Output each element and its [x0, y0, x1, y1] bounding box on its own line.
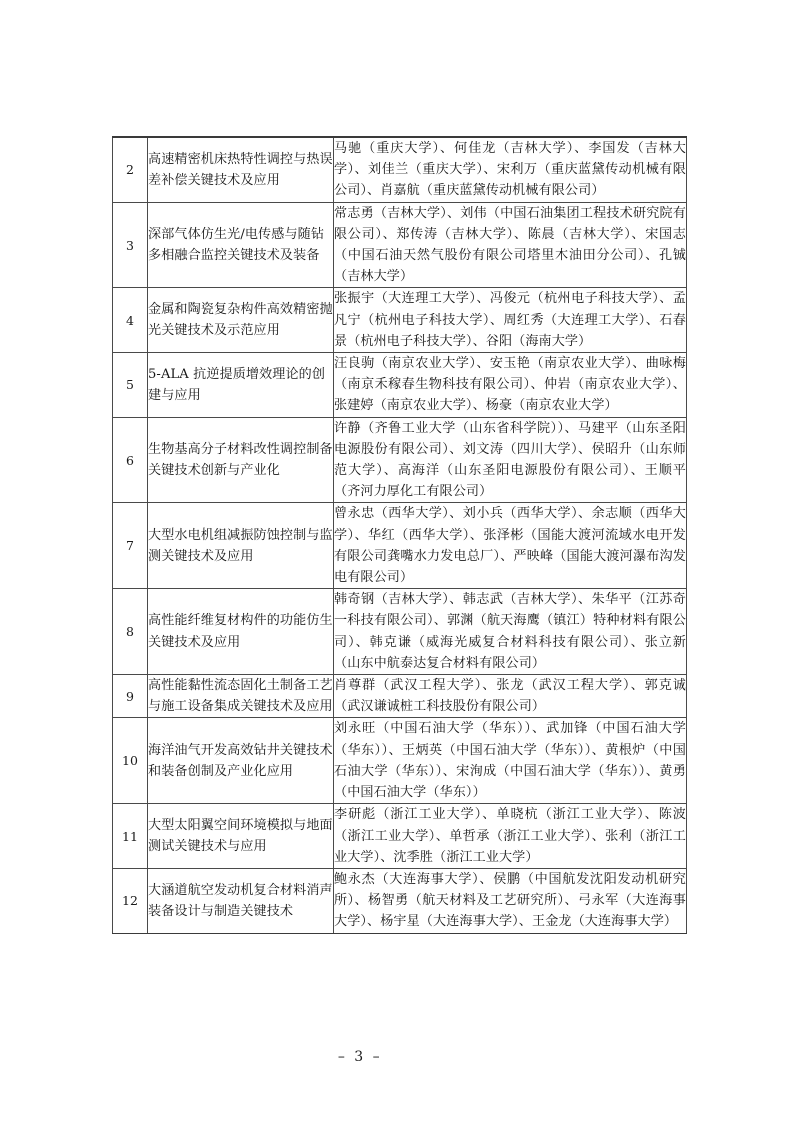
- project-contributors-cell: 鲍永杰（大连海事大学）、侯鹏（中国航发沈阳发动机研究所）、杨智勇（航天材料及工艺研究所）、弓永军（大连海事大学）、杨宇星（大连海事大学）、王金龙（大连海事大学）: [334, 868, 687, 933]
- row-number-cell: 4: [113, 288, 148, 353]
- page-footer: [0, 1046, 800, 1065]
- table-body: [113, 137, 687, 933]
- project-title-cell: 5-ALA 抗逆提质增效理论的创建与应用: [148, 353, 334, 418]
- project-title-cell: 高速精密机床热特性调控与热误差补偿关键技术及应用: [148, 137, 334, 202]
- project-title-cell: 高性能纤维复材构件的功能仿生关键技术及应用: [148, 589, 334, 675]
- table-row: [113, 137, 687, 202]
- row-number-cell: 9: [113, 675, 148, 718]
- project-title-cell: 大型水电机组减振防蚀控制与监测关键技术及应用: [148, 503, 334, 589]
- project-title-cell: 大涵道航空发动机复合材料消声装备设计与制造关键技术: [148, 868, 334, 933]
- table-row: [113, 804, 687, 869]
- table-row: [113, 353, 687, 418]
- project-title-cell: 大型太阳翼空间环境模拟与地面测试关键技术与应用: [148, 804, 334, 869]
- row-number-cell: 11: [113, 804, 148, 869]
- row-number-cell: 8: [113, 589, 148, 675]
- row-number-cell: 7: [113, 503, 148, 589]
- row-number-cell: 2: [113, 137, 148, 202]
- project-title-cell: 金属和陶瓷复杂构件高效精密抛光关键技术及示范应用: [148, 288, 334, 353]
- award-projects-table: [112, 136, 687, 934]
- row-number-cell: 6: [113, 417, 148, 503]
- table-row: [113, 868, 687, 933]
- table-row: [113, 718, 687, 804]
- project-title-cell: 海洋油气开发高效钻井关键技术和装备创制及产业化应用: [148, 718, 334, 804]
- project-title-cell: 高性能黏性流态固化土制备工艺与施工设备集成关键技术及应用: [148, 675, 334, 718]
- row-number-cell: 5: [113, 353, 148, 418]
- table-row: [113, 675, 687, 718]
- project-contributors-cell: 许静（齐鲁工业大学（山东省科学院））、马建平（山东圣阳电源股份有限公司）、刘文涛（四川大学）、侯昭升（山东师范大学）、高海洋（山东圣阳电源股份有限公司）、王顺平（齐河力厚化工有限公司）: [334, 417, 687, 503]
- project-contributors-cell: 常志勇（吉林大学）、刘伟（中国石油集团工程技术研究院有限公司）、郑传涛（吉林大学）、陈晨（吉林大学）、宋国志（中国石油天然气股份有限公司塔里木油田分公司）、孔铖（吉林大学）: [334, 202, 687, 288]
- table-row: [113, 417, 687, 503]
- table-row: [113, 589, 687, 675]
- table-row: [113, 288, 687, 353]
- table-row: [113, 202, 687, 288]
- project-contributors-cell: 汪良驹（南京农业大学）、安玉艳（南京农业大学）、曲咏梅（南京禾稼春生物科技有限公司）、仲岩（南京农业大学）、张建婷（南京农业大学）、杨豪（南京农业大学）: [334, 353, 687, 418]
- project-contributors-cell: 李研彪（浙江工业大学）、单晓杭（浙江工业大学）、陈波（浙江工业大学）、单哲承（浙江工业大学）、张利（浙江工业大学）、沈季胜（浙江工业大学）: [334, 804, 687, 869]
- project-title-cell: 深部气体仿生光/电传感与随钻多相融合监控关键技术及装备: [148, 202, 334, 288]
- page-number: – 3 –: [337, 1049, 383, 1065]
- project-title-cell: 生物基高分子材料改性调控制备关键技术创新与产业化: [148, 417, 334, 503]
- row-number-cell: 12: [113, 868, 148, 933]
- row-number-cell: 3: [113, 202, 148, 288]
- project-contributors-cell: 张振宇（大连理工大学）、冯俊元（杭州电子科技大学）、孟凡宁（杭州电子科技大学）、周红秀（大连理工大学）、石春景（杭州电子科技大学）、谷阳（海南大学）: [334, 288, 687, 353]
- project-contributors-cell: 马驰（重庆大学）、何佳龙（吉林大学）、李国发（吉林大学）、刘佳兰（重庆大学）、宋利万（重庆蓝黛传动机械有限公司）、肖嘉航（重庆蓝黛传动机械有限公司）: [334, 137, 687, 202]
- project-contributors-cell: 韩奇钢（吉林大学）、韩志武（吉林大学）、朱华平（江苏奇一科技有限公司）、郭渊（航天海鹰（镇江）特种材料有限公司）、韩克谦（威海光威复合材料科技有限公司）、张立新（山东中航泰达复合材料有限公司）: [334, 589, 687, 675]
- project-contributors-cell: 肖尊群（武汉工程大学）、张龙（武汉工程大学）、郭克诚（武汉谦诚桩工科技股份有限公司）: [334, 675, 687, 718]
- project-contributors-cell: 曾永忠（西华大学）、刘小兵（西华大学）、余志顺（西华大学）、华红（西华大学）、张泽彬（国能大渡河流域水电开发有限公司龚嘴水力发电总厂）、严映峰（国能大渡河瀑布沟发电有限公司）: [334, 503, 687, 589]
- table-row: [113, 503, 687, 589]
- project-contributors-cell: 刘永旺（中国石油大学（华东））、武加锋（中国石油大学（华东））、王炳英（中国石油大学（华东））、黄根炉（中国石油大学（华东））、宋洵成（中国石油大学（华东））、黄勇（中国石油大学（华东））: [334, 718, 687, 804]
- row-number-cell: 10: [113, 718, 148, 804]
